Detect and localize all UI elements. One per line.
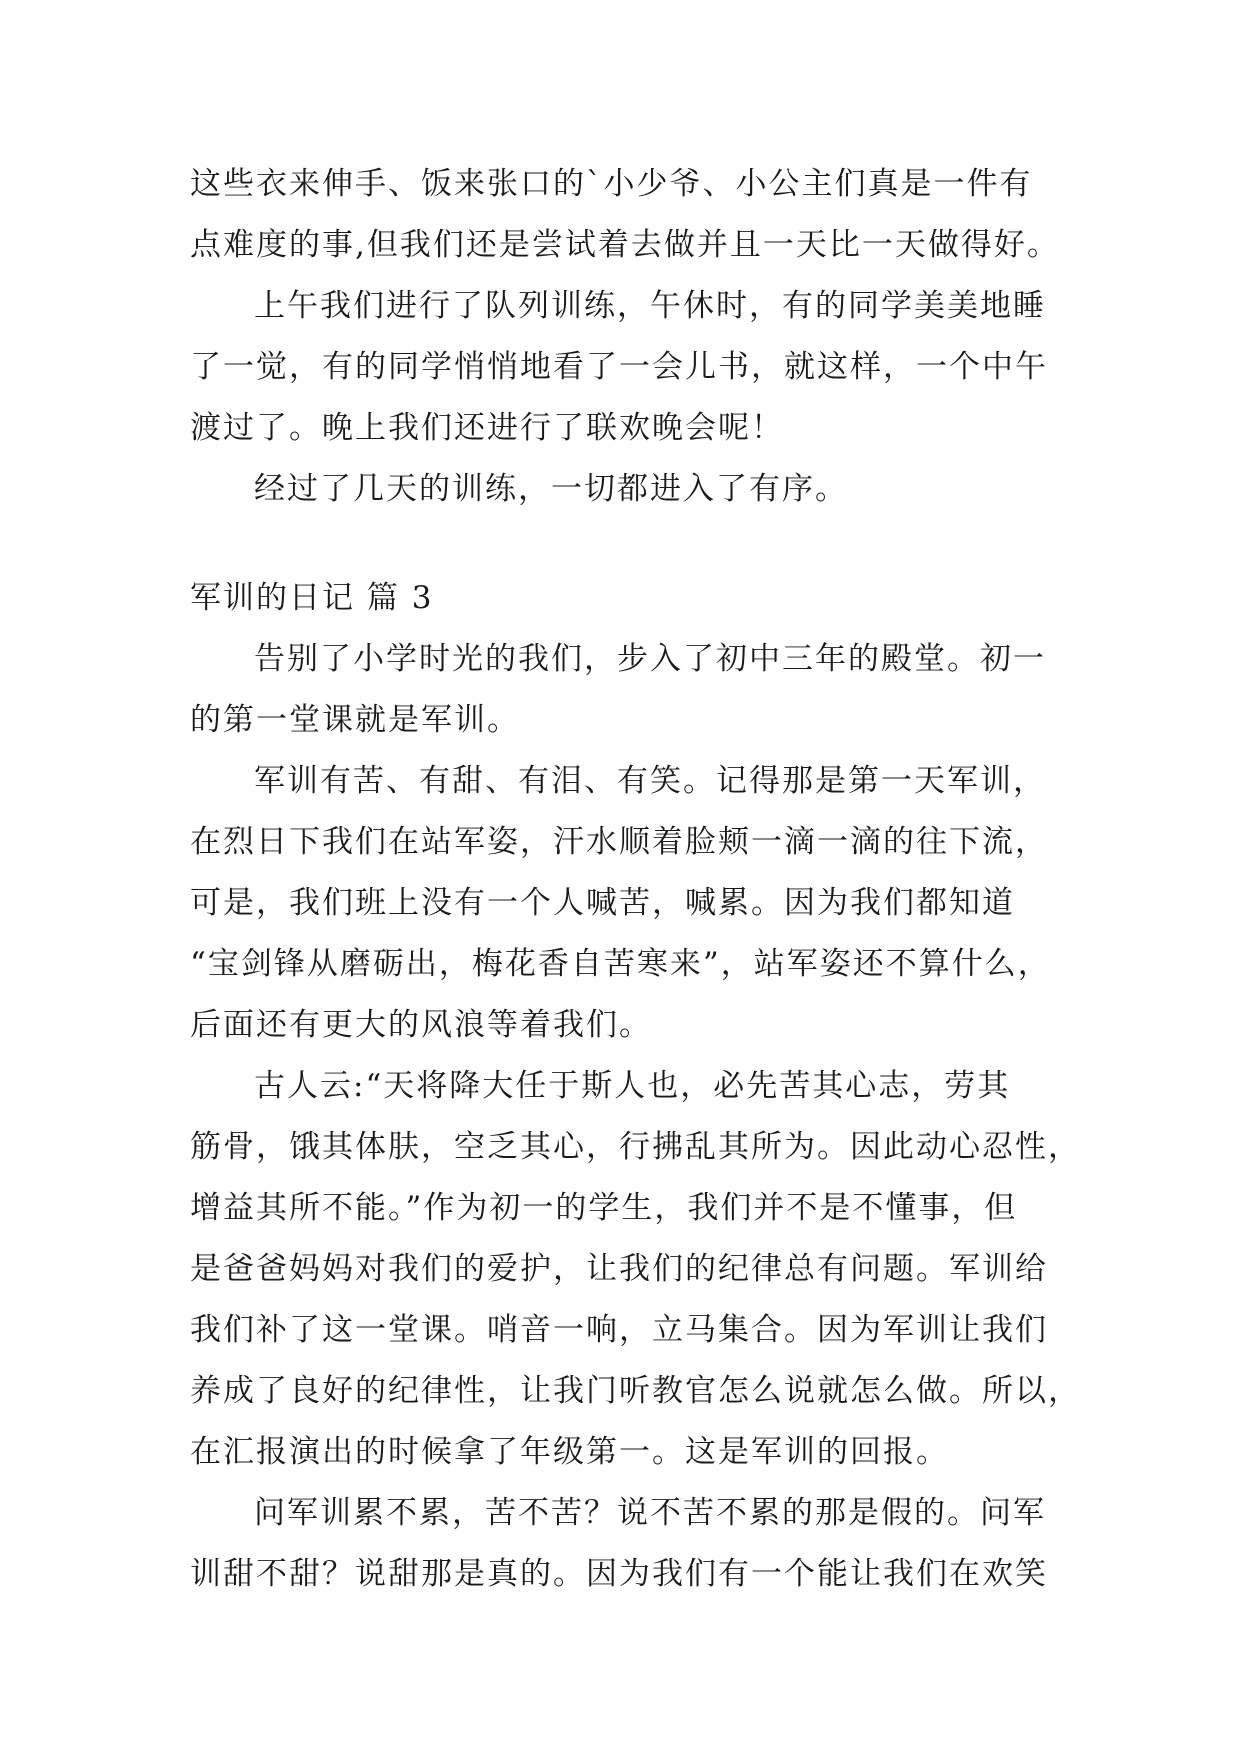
paragraph-group-2	[190, 629, 1090, 1605]
text-line: 筋骨，饿其体肤，空乏其心，行拂乱其所为。因此动心忍性，	[190, 1129, 1081, 1165]
paragraph-group-1	[190, 154, 1090, 520]
text-line: 了一觉，有的同学悄悄地看了一会儿书，就这样，一个中午	[190, 349, 1048, 385]
text-line: 上午我们进行了队列训练，午休时，有的同学美美地睡	[254, 288, 1046, 324]
text-line: 我们补了这一堂课。哨音一响，立马集合。因为军训让我们	[190, 1312, 1048, 1348]
text-line: 后面还有更大的风浪等着我们。	[190, 1007, 652, 1043]
text-line: 经过了几天的训练，一切都进入了有序。	[254, 471, 848, 507]
text-line: 训甜不甜？说甜那是真的。因为我们有一个能让我们在欢笑	[190, 1556, 1048, 1592]
section-heading: 军训的日记 篇 3	[190, 580, 434, 616]
text-line: 可是，我们班上没有一个人喊苦，喊累。因为我们都知道	[190, 885, 1015, 921]
text-line: 点难度的事,但我们还是尝试着去做并且一天比一天做得好。	[190, 227, 1060, 263]
text-line: “宝剑锋从磨砺出，梅花香自苦寒来”，站军姿还不算什么，	[190, 946, 1051, 982]
text-line: 渡过了。晚上我们还进行了联欢晚会呢！	[190, 410, 784, 446]
text-line: 在烈日下我们在站军姿，汗水顺着脸颊一滴一滴的往下流，	[190, 824, 1048, 860]
text-line: 的第一堂课就是军训。	[190, 702, 520, 738]
text-line: 在汇报演出的时候拿了年级第一。这是军训的回报。	[190, 1434, 949, 1470]
text-line: 军训有苦、有甜、有泪、有笑。记得那是第一天军训，	[254, 763, 1046, 799]
text-line: 是爸爸妈妈对我们的爱护，让我们的纪律总有问题。军训给	[190, 1251, 1048, 1287]
text-line: 问军训累不累，苦不苦？说不苦不累的那是假的。问军	[254, 1495, 1046, 1531]
text-line: 养成了良好的纪律性，让我门听教官怎么说就怎么做。所以，	[190, 1373, 1081, 1409]
text-line: 告别了小学时光的我们，步入了初中三年的殿堂。初一	[254, 641, 1046, 677]
text-line: 古人云:“天将降大任于斯人也，必先苦其心志，劳其	[254, 1068, 1011, 1104]
text-line: 增益其所不能。”作为初一的学生，我们并不是不懂事，但	[190, 1190, 1018, 1226]
text-line: 这些衣来伸手、饭来张口的`小少爷、小公主们真是一件有	[190, 166, 1033, 202]
